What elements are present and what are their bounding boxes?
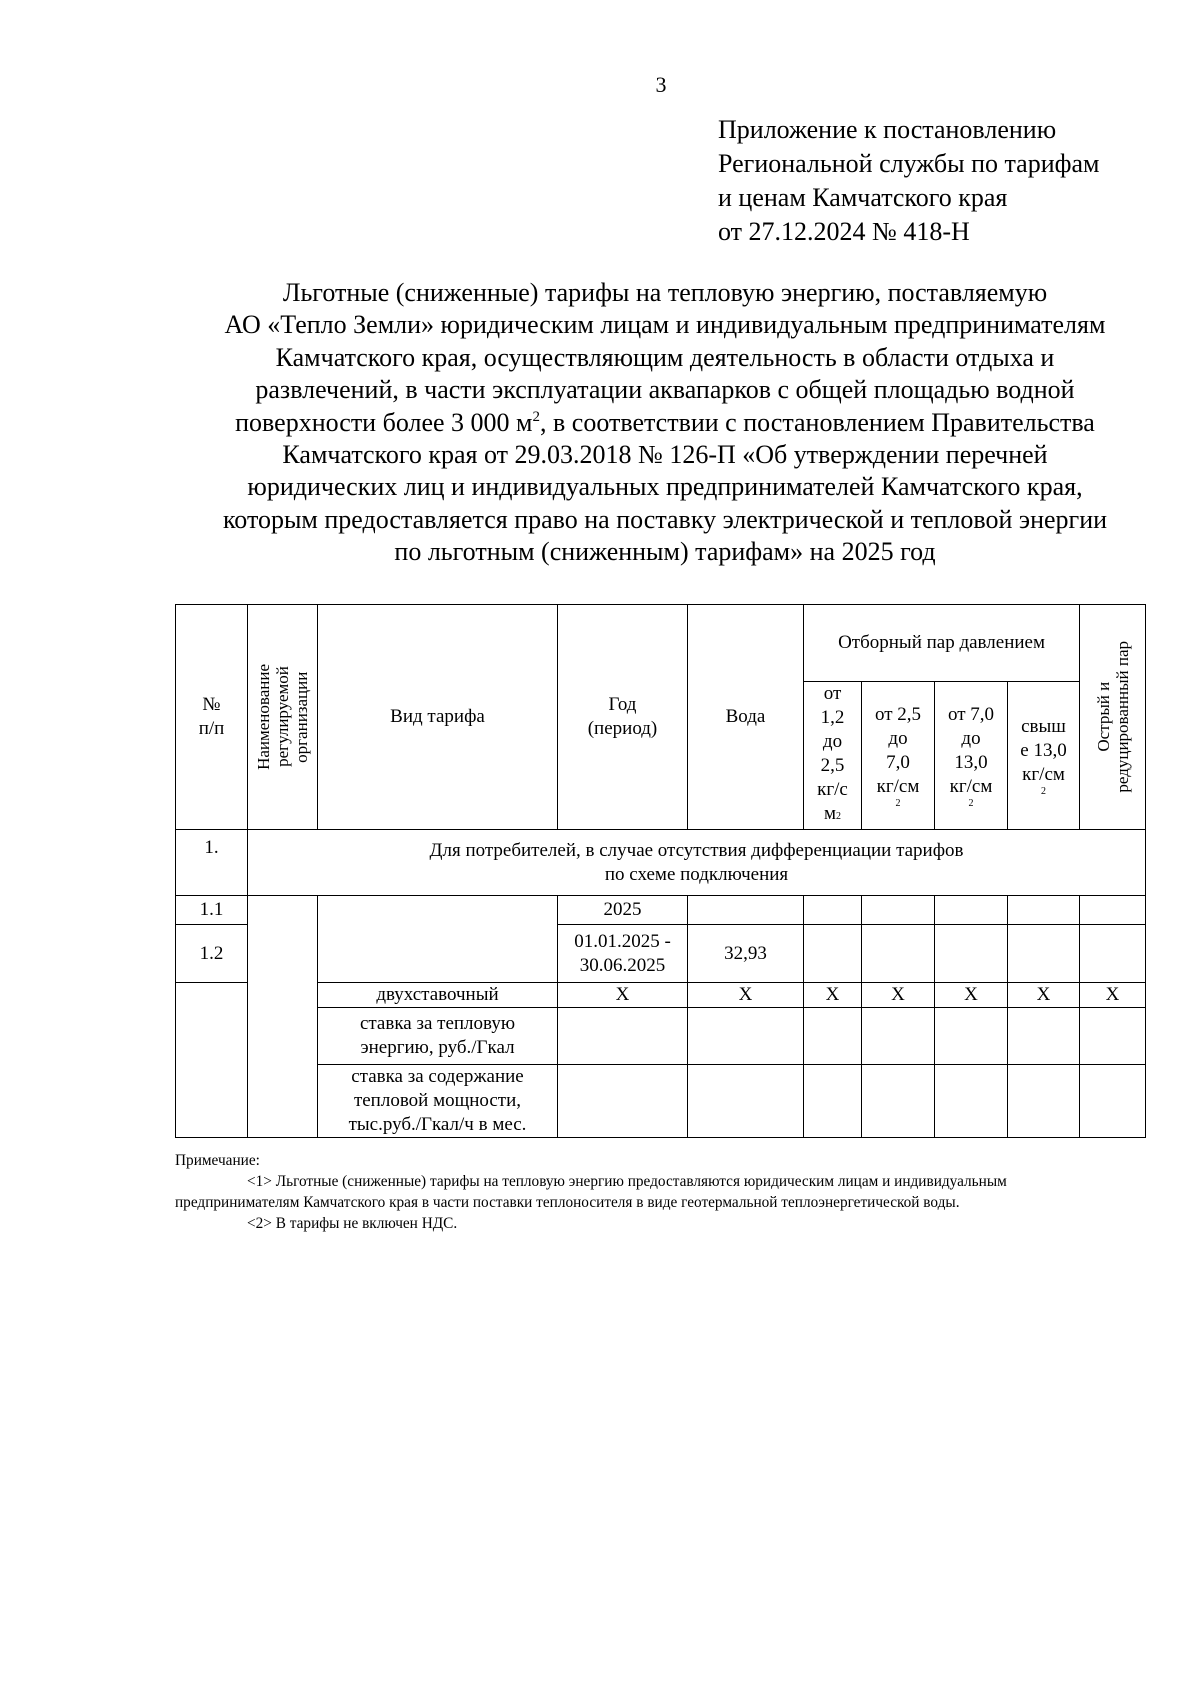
x-mark: X [862,983,935,1008]
appendix-line: и ценам Камчатского края [718,183,1008,212]
steam-cell [862,896,935,925]
steam-cell [1008,1008,1080,1065]
sharp-steam-cell [1080,925,1146,983]
organization-cell [248,896,318,1138]
section-row [176,830,1146,896]
title-text: поверхности более 3 000 м [235,407,533,437]
sharp-steam-cell [1080,1008,1146,1065]
table-row-rate-heat [176,1008,1146,1065]
header-row [176,605,1146,682]
header-number: № п/п [176,605,248,830]
row-number: 1.2 [176,925,248,983]
section-title: Для потребителей, в случае отсутствия дифференциации тарифов по схеме подключения [248,830,1146,896]
water-cell [688,896,804,925]
header-steam-over-13: свыш е 13,0 кг/см 2 [1008,682,1080,830]
note-1: <1> Льготные (сниженные) тарифы на тепловую энергию предоставляются юридическим лицам и индивидуальным [247,1173,1007,1190]
steam-cell [804,1065,862,1138]
period-cell: 01.01.2025 - 30.06.2025 [558,925,688,983]
two-part-label: двухставочный [318,983,558,1008]
title-line: которым предоставляется право на поставку электрической и тепловой энергии [222,504,1108,534]
rate-heat-label: ставка за тепловую энергию, руб./Гкал [318,1008,558,1065]
title-line: АО «Тепло Земли» юридическим лицам и индивидуальным предпринимателям [224,310,1106,340]
steam-cell [1008,1065,1080,1138]
appendix-line: Региональной службы по тарифам [718,149,1100,178]
period-cell: 2025 [558,896,688,925]
title-line: юридических лиц и индивидуальных предпринимателей Камчатского края, [247,472,1083,502]
x-mark: X [558,983,688,1008]
table-row [176,896,1146,925]
note-1-continuation: предпринимателям Камчатского края в части поставки теплоносителя в виде геотермальной теплоэнергетической воды. [175,1194,960,1211]
steam-cell [1008,925,1080,983]
steam-cell [1008,896,1080,925]
header-steam-2-5-7: от 2,5 до 7,0 кг/см 2 [862,682,935,830]
sharp-steam-cell [1080,896,1146,925]
steam-cell [935,925,1008,983]
steam-cell [862,1065,935,1138]
title-line: развлечений, в части эксплуатации аквапарков с общей площадью водной [255,375,1075,405]
title-line: Льготные (сниженные) тарифы на тепловую энергию, поставляемую [282,278,1048,307]
water-cell: 32,93 [688,925,804,983]
steam-cell [862,925,935,983]
appendix-line: Приложение к постановлению [718,115,1057,144]
notes-heading: Примечание: [175,1152,260,1169]
appendix-header [718,113,1099,249]
notes [175,1150,1160,1234]
steam-cell [804,896,862,925]
period-cell [558,1065,688,1138]
water-cell [688,1008,804,1065]
title-line: по льготным (сниженным) тарифам» на 2025 год [394,537,936,567]
header-steam-group: Отборный пар давлением [804,605,1080,682]
steam-cell [935,1065,1008,1138]
title-text: , в соответствии с постановлением Правительства [540,407,1095,437]
header-tariff-type: Вид тарифа [318,605,558,830]
sharp-steam-cell [1080,1065,1146,1138]
x-mark: X [1008,983,1080,1008]
steam-cell [935,1008,1008,1065]
rate-capacity-label: ставка за содержание тепловой мощности, тыс.руб./Гкал/ч в мес. [318,1065,558,1138]
steam-cell [935,896,1008,925]
section-number: 1. [176,830,248,896]
header-period: Год (период) [558,605,688,830]
page-number: 3 [655,72,667,97]
row-number [176,983,248,1138]
steam-cell [862,1008,935,1065]
header-organization: Наименование регулируемой организации [248,605,318,830]
period-cell [558,1008,688,1065]
note-2: <2> В тарифы не включен НДС. [247,1215,458,1232]
title-line: Камчатского края, осуществляющим деятельность в области отдыха и [275,342,1055,372]
tariff-table [175,604,1146,1138]
steam-cell [804,1008,862,1065]
header-steam-1-2-5: от 1,2 до 2,5 кг/с м2 [804,682,862,830]
title-line: Камчатского края от 29.03.2018 № 126-П «Об утверждении перечней [282,440,1048,470]
appendix-date-number: от 27.12.2024 № 418-Н [718,217,970,246]
title-line [160,407,1170,439]
superscript: 2 [532,408,540,425]
x-mark: X [935,983,1008,1008]
header-water: Вода [688,605,804,830]
steam-cell [804,925,862,983]
table-row-rate-capacity [176,1065,1146,1138]
header-sharp-steam: Острый и редуцированный пар [1080,605,1146,830]
x-mark: X [1080,983,1146,1008]
water-cell [688,1065,804,1138]
document-title [160,277,1170,569]
row-number: 1.1 [176,896,248,925]
table-row-two-part [176,983,1146,1008]
tariff-type-cell [318,896,558,983]
x-mark: X [804,983,862,1008]
x-mark: X [688,983,804,1008]
header-steam-7-13: от 7,0 до 13,0 кг/см 2 [935,682,1008,830]
